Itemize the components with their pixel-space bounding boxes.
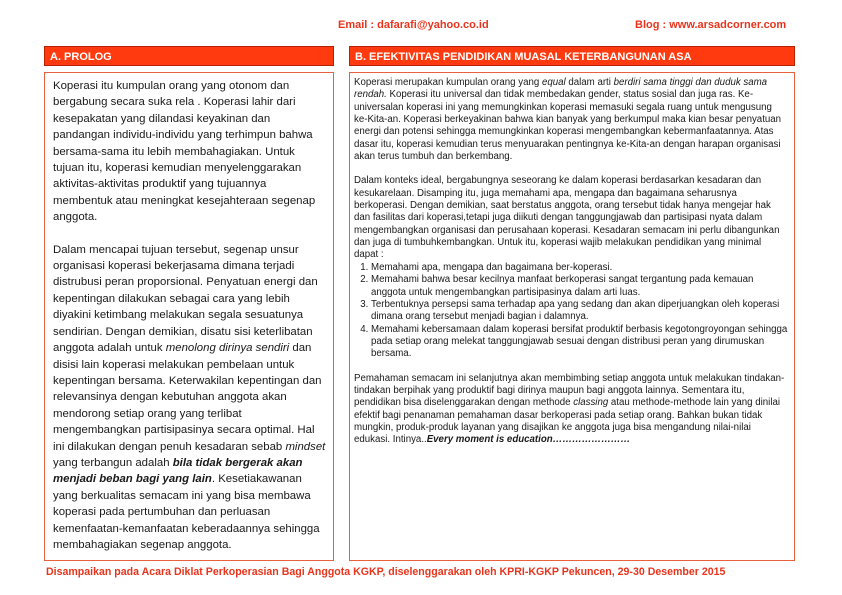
emphasis-text: berdiri sama tinggi dan duduk sama rendah. xyxy=(354,77,768,101)
text-run: . Kesetiakawanan yang berkualitas semacam ini yang bisa membawa koperasi pada pertumbuhan dan perluasan kemenfaatan-kemanfaatan keberadaannya sehingga membahagiakan segenap anggota. xyxy=(53,473,320,551)
list-item: 4. Memahami kebersamaan dalam koperasi bersifat produktif berbasis kegotongroyongan sehingga pada setiap orang melekat tanggungjawab sesuai dengan distribusi peran yang dirumuskan bersama. xyxy=(371,324,788,361)
blog-url: Blog : www.arsadcorner.com xyxy=(635,19,787,31)
text-run: Koperasi itu universal dan tidak membedakan gender, status sosial dan juga ras. Ke-universalan koperasi ini yang memungkinkan koperasi memasuki segala ruang untuk mengusung ke-Kita-an. Koperasi berkeyakinan bahwa kian banyak yang berkumpul maka kian besar penyatuan energi dan potensi sehingga memungkinkan koperasi mengembangkan kebermanfaatannya. Atas dasar itu, koperasi kemudian terus menyuarakan pentingnya ke-Kita-an dengan harapan organisasi akan terus tumbuh dan berkembang. xyxy=(354,89,782,163)
text-run: dan disisi lain koperasi melakukan pembelaan untuk kepentingan bersama. Keterwakilan kepentingan dan relevansinya dengan kebutuhan anggota akan mendorong setiap orang yang terlibat mengembangkan partisipasinya secara optimal. Hal ini dilakukan dengan penuh kesadaran sebab xyxy=(53,342,322,453)
section-a-content xyxy=(44,72,334,561)
footer-note: Disampaikan pada Acara Diklat Perkoperasian Bagi Anggota KGKP, diselenggarakan oleh KPRI-KGKP Pekuncen, 29-30 Desember 2015 xyxy=(46,566,726,578)
emphasis-text: equal xyxy=(541,77,566,88)
emphasis-text: mindset xyxy=(285,440,326,453)
emphasis-text: classing xyxy=(573,397,609,409)
efektivitas-paragraph-2: Dalam konteks ideal, bergabungnya seseorang ke dalam koperasi berdasarkan kesadaran dan kesukarelaan. Disamping itu, juga memahami apa, mengapa dan bagaimana seharusnya berkoperasi. Dengan demikian, saat berstatus anggota, orang tersebut tidak hanya mengejar hak dan fasilitas dari koperasi,tetapi juga diikuti dengan tanggungjawab dan partisipasi nyata dalam mengembangkan organisasi dan perusahaan koperasi. Kesadaran semacam ini perlu dibangunkan dan juga di tumbuhkembangkan. Untuk itu, koperasi wajib melakukan pendidikan yang minimal dapat : xyxy=(354,175,780,261)
section-a-header: A. PROLOG xyxy=(44,46,334,66)
text-run: atau methode-methode lain yang dinilai efektif bagi penanaman pemahaman dasar berkoperasi pada setiap orang. Bahkan bukan tidak mungkin, produk-produk layanan yang disajikan ke anggota juga bisa mengandung nilai-nilai edukasi. Intinya.. xyxy=(354,397,781,446)
efektivitas-paragraph-3 xyxy=(354,373,788,447)
education-goals-list xyxy=(354,262,788,361)
list-item: 3. Terbentuknya persepsi sama terhadap apa yang sedang dan akan diperjuangkan oleh koperasi dimana orang tersebut menjadi bagian i dalamnya. xyxy=(371,299,788,324)
text-run: Koperasi merupakan kumpulan orang yang xyxy=(354,77,542,88)
section-b-content xyxy=(349,72,795,561)
emphasis-text: menolong dirinya sendiri xyxy=(165,342,290,355)
text-run: yang terbangun adalah xyxy=(53,456,173,469)
prolog-paragraph-1: Koperasi itu kumpulan orang yang otonom dan bergabung secara suka rela . Koperasi lahir dari kesepakatan yang dilandasi keyakinan dan pandangan individu-individu yang terhimpun bahwa bersama-sama itu lebih membahagiakan. Untuk tujuan itu, koperasi kemudian menyelenggarakan aktivitas-aktivitas produktif yang tujuannya membentuk atau meningkat kesejahteraan segenap anggota. xyxy=(53,80,316,224)
bold-italic-text: Every moment is education…………………… xyxy=(426,434,631,446)
section-b-header: B. EFEKTIVITAS PENDIDIKAN MUASAL KETERBANGUNAN ASA xyxy=(349,46,795,66)
list-item: 2. Memahami bahwa besar kecilnya manfaat berkoperasi sangat tergantung pada kemauan anggota untuk mengembangkan partisipasinya dalam arti luas. xyxy=(371,274,788,299)
bold-italic-text: bila tidak bergerak akan menjadi beban bagi yang lain xyxy=(53,456,303,486)
text-run: dalam arti xyxy=(565,77,614,88)
prolog-paragraph-2 xyxy=(53,242,327,554)
text-run: Dalam mencapai tujuan tersebut, segenap unsur organisasi koperasi bekerjasama dimana terjadi distrubusi peran proporsional. Penyatuan energi dan kepentingan dilakukan sebagai cara yang lebih diyakini ketimbang melakukan segala sesuatunya sendirian. Dengan demikian, disatu sisi keterlibatan anggota adalah untuk xyxy=(53,243,318,355)
email-contact: Email : dafarafi@yahoo.co.id xyxy=(338,19,489,31)
text-run: Pemahaman semacam ini selanjutnya akan membimbing setiap anggota untuk melakukan tindakan-tindakan berpihak yang produktif bagi dirinya maupun bagi anggota lainnya. Sementara itu, pendidikan bisa diselenggarakan dengan methode xyxy=(354,372,785,409)
efektivitas-paragraph-1 xyxy=(354,77,788,163)
list-item: 1. Memahami apa, mengapa dan bagaimana ber-koperasi. xyxy=(371,262,788,274)
